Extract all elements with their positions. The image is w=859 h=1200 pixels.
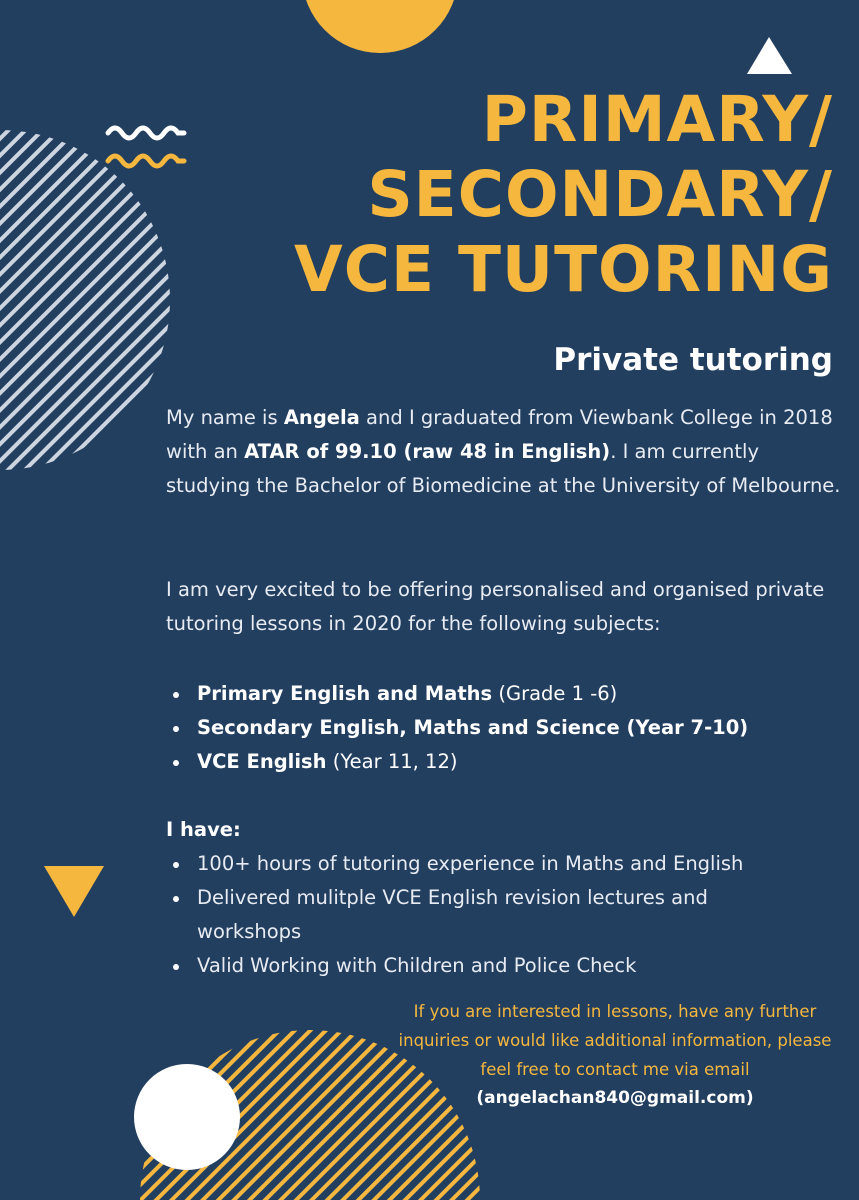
headline-line-1: PRIMARY/ bbox=[481, 83, 833, 156]
subjects-list bbox=[166, 677, 846, 779]
headline bbox=[294, 82, 833, 307]
experience-item: Delivered mulitple VCE English revision lectures and workshops bbox=[166, 881, 817, 949]
subject-name: Secondary English, Maths and Science bbox=[197, 716, 620, 739]
subject-item bbox=[166, 711, 846, 745]
striped-half-circle bbox=[0, 130, 175, 475]
contact-email[interactable]: (angelachan840@gmail.com) bbox=[476, 1088, 754, 1108]
subject-detail: (Grade 1 -6) bbox=[492, 682, 618, 705]
bottom-white-circle bbox=[134, 1064, 240, 1170]
intro-text-1: My name is bbox=[166, 406, 284, 429]
experience-item: 100+ hours of tutoring experience in Maths and English bbox=[166, 847, 846, 881]
yellow-triangle-icon bbox=[44, 866, 104, 917]
subheading: Private tutoring bbox=[553, 342, 833, 378]
subject-name: Primary English and Maths bbox=[197, 682, 493, 705]
yellow-zigzag-icon bbox=[108, 156, 184, 166]
intro-atar: ATAR of 99.10 (raw 48 in English) bbox=[244, 440, 611, 463]
intro-text-3: . I am currently studying the Bachelor of Biomedicine at the University of Melbourne. bbox=[166, 440, 841, 497]
white-zigzag-icon bbox=[108, 128, 184, 138]
experience-list bbox=[166, 847, 846, 983]
subject-name: VCE English bbox=[197, 750, 327, 773]
experience-item: Valid Working with Children and Police Check bbox=[166, 949, 846, 983]
intro-name: Angela bbox=[283, 406, 360, 429]
intro-text-2: and I graduated from Viewbank College in 2018 with an bbox=[166, 406, 833, 463]
top-yellow-circle bbox=[302, 0, 458, 53]
contact-block bbox=[395, 997, 835, 1113]
contact-message: If you are interested in lessons, have any further inquiries or would like additional information, please feel free to contact me via email bbox=[398, 1002, 832, 1079]
have-label: I have: bbox=[166, 818, 241, 841]
headline-line-2: SECONDARY/ bbox=[367, 158, 833, 231]
subject-item bbox=[166, 745, 846, 779]
subject-item bbox=[166, 677, 846, 711]
subject-detail: (Year 7-10) bbox=[619, 716, 749, 739]
headline-line-3: VCE TUTORING bbox=[293, 233, 833, 306]
subject-detail: (Year 11, 12) bbox=[326, 750, 458, 773]
offer-paragraph: I am very excited to be offering personalised and organised private tutoring lessons in 2020 for the following subjects: bbox=[166, 578, 825, 635]
intro-paragraph bbox=[166, 401, 846, 503]
white-triangle-icon bbox=[747, 37, 792, 74]
